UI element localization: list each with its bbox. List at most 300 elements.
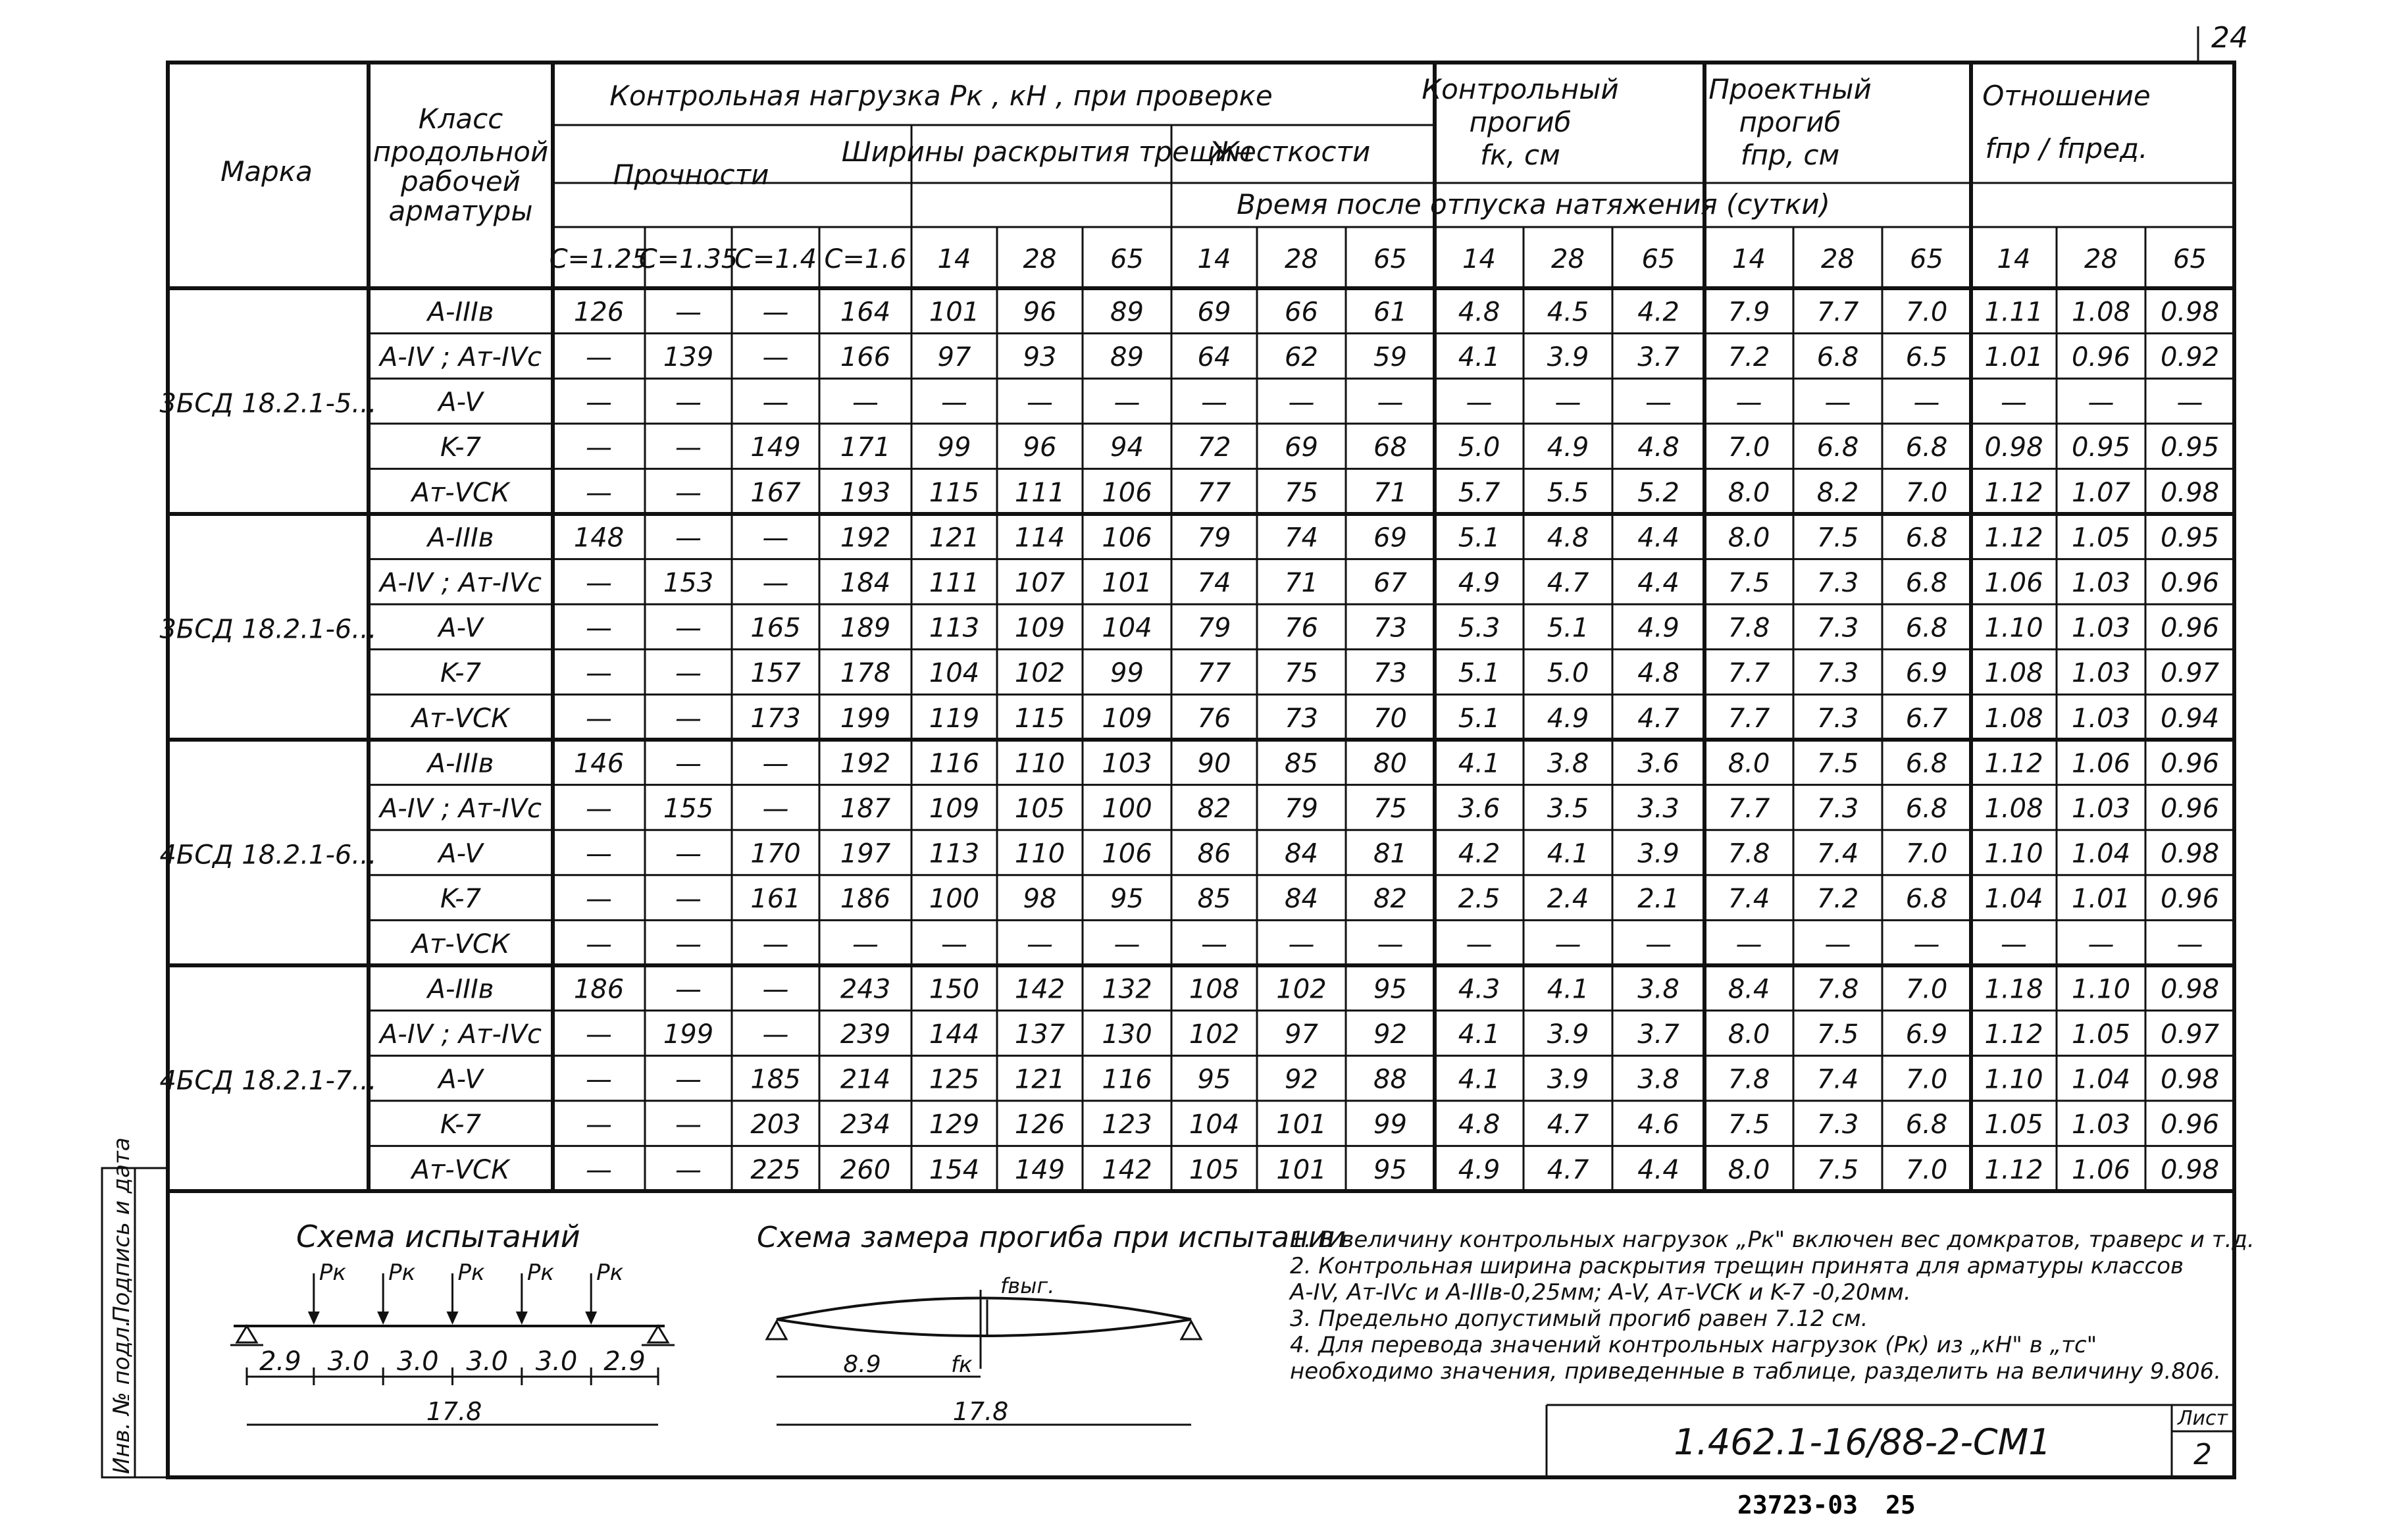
value-cell: 146 — [573, 748, 625, 779]
value-cell: — — [675, 1064, 702, 1095]
value-cell: 104 — [1189, 1109, 1240, 1140]
value-cell: — — [586, 1019, 612, 1050]
value-cell: 1.03 — [2071, 658, 2131, 689]
deflection-fk-label: fк — [951, 1352, 973, 1378]
value-cell: 0.98 — [1984, 432, 2043, 463]
value-cell: 0.98 — [2160, 838, 2220, 869]
value-cell: 5.2 — [1637, 477, 1679, 508]
note-line: необходимо значения, приведенные в таблице, разделить на величину 9.806. — [1290, 1358, 2222, 1385]
value-cell: 144 — [929, 1019, 980, 1050]
value-cell: — — [1466, 387, 1493, 418]
value-cell: 4.2 — [1458, 838, 1500, 869]
value-cell: 1.18 — [1984, 974, 2043, 1005]
value-cell: — — [762, 1019, 789, 1050]
sheet-number: 24 — [2211, 21, 2248, 55]
klass-label: Aт-VСК — [411, 703, 510, 734]
value-cell: — — [675, 523, 702, 553]
value-cell: 1.03 — [2071, 1109, 2131, 1140]
value-cell: 0.96 — [2071, 342, 2131, 372]
header-design-deflection-3: fпр, см — [1740, 139, 1840, 171]
value-cell: 126 — [1014, 1109, 1065, 1140]
subheader-cell: 65 — [1110, 244, 1144, 274]
value-cell: 6.8 — [1905, 432, 1948, 463]
value-cell: 6.5 — [1905, 342, 1948, 372]
value-cell: 102 — [1276, 974, 1327, 1005]
value-cell: 70 — [1373, 703, 1407, 734]
value-cell: — — [762, 974, 789, 1005]
value-cell: 8.2 — [1816, 477, 1859, 508]
value-cell: 76 — [1285, 613, 1318, 644]
value-cell: — — [762, 929, 789, 959]
value-cell: 85 — [1285, 748, 1318, 779]
value-cell: 4.7 — [1637, 703, 1679, 734]
value-cell: 164 — [840, 297, 891, 328]
header-crack-width: Ширины раскрытия трещин — [841, 136, 1252, 168]
value-cell: 1.10 — [1984, 838, 2043, 869]
value-cell: 0.95 — [2071, 432, 2131, 463]
value-cell: 116 — [1102, 1064, 1152, 1095]
value-cell: 129 — [929, 1109, 980, 1140]
value-cell: 109 — [929, 793, 980, 824]
subheader-cell: C=1.4 — [734, 244, 817, 274]
value-cell: — — [941, 387, 967, 418]
value-cell: 89 — [1110, 342, 1144, 372]
header-control-deflection-3: fк, см — [1480, 139, 1560, 171]
value-cell: 1.04 — [1984, 884, 2043, 915]
value-cell: 101 — [1276, 1154, 1327, 1185]
value-cell: 0.98 — [2160, 1064, 2220, 1095]
value-cell: 2.1 — [1637, 884, 1679, 915]
value-cell: 1.08 — [1984, 703, 2043, 734]
value-cell: — — [586, 929, 612, 959]
test-scheme-total: 17.8 — [426, 1397, 482, 1426]
value-cell: 5.0 — [1547, 658, 1589, 689]
value-cell: 1.04 — [2071, 1064, 2131, 1095]
value-cell: 8.0 — [1728, 477, 1770, 508]
value-cell: — — [1735, 387, 1762, 418]
value-cell: — — [586, 1064, 612, 1095]
value-cell: — — [1645, 929, 1672, 959]
subheader-cell: 28 — [1551, 244, 1585, 274]
value-cell: 4.4 — [1637, 567, 1679, 598]
title-block-code: 1.462.1-16/88-2-СМ1 — [1674, 1421, 2051, 1463]
header-klass-1: Класс — [418, 103, 503, 135]
value-cell: 7.5 — [1816, 1154, 1859, 1185]
value-cell: — — [1554, 929, 1581, 959]
title-block-list-label: Лист — [2177, 1407, 2228, 1430]
value-cell: 187 — [840, 793, 891, 824]
value-cell: — — [762, 342, 789, 372]
value-cell: 1.06 — [1984, 567, 2043, 598]
value-cell: 69 — [1197, 297, 1231, 328]
value-cell: — — [675, 1154, 702, 1185]
value-cell: 95 — [1197, 1064, 1231, 1095]
subheader-cell: C=1.25 — [549, 244, 649, 274]
value-cell: 186 — [840, 884, 891, 915]
value-cell: 106 — [1102, 477, 1152, 508]
value-cell: — — [675, 884, 702, 915]
value-cell: 6.8 — [1905, 613, 1948, 644]
deflection-total: 17.8 — [952, 1397, 1009, 1426]
value-cell: 7.3 — [1816, 613, 1859, 644]
value-cell: 166 — [840, 342, 891, 372]
value-cell: 157 — [750, 658, 801, 689]
value-cell: 8.0 — [1728, 1019, 1770, 1050]
note-line: A-IV, Aт-IVс и A-IIIв-0,25мм; A-V, Aт-VСК и K-7 -0,20мм. — [1290, 1279, 1911, 1306]
value-cell: 61 — [1373, 297, 1407, 328]
value-cell: — — [1201, 387, 1227, 418]
value-cell: 4.8 — [1547, 523, 1589, 553]
value-cell: 7.3 — [1816, 567, 1859, 598]
span-label: 3.0 — [535, 1346, 578, 1377]
value-cell: 8.4 — [1728, 974, 1770, 1005]
value-cell: 77 — [1197, 658, 1231, 689]
header-strength: Прочности — [613, 159, 769, 191]
load-label: Рк — [457, 1260, 485, 1286]
value-cell: 102 — [1014, 658, 1065, 689]
value-cell: 4.1 — [1458, 748, 1500, 779]
value-cell: 5.3 — [1458, 613, 1500, 644]
value-cell: 3.9 — [1637, 838, 1679, 869]
side-stamp-signature: Подпись и дата — [109, 1137, 135, 1323]
value-cell: 5.7 — [1458, 477, 1500, 508]
value-cell: — — [675, 929, 702, 959]
value-cell: 3.7 — [1637, 342, 1679, 372]
value-cell: 95 — [1373, 974, 1407, 1005]
value-cell: 114 — [1014, 523, 1065, 553]
value-cell: 260 — [840, 1154, 891, 1185]
value-cell: 75 — [1285, 477, 1318, 508]
klass-label: A-IIIв — [427, 523, 494, 553]
value-cell: — — [1377, 929, 1404, 959]
value-cell: 104 — [929, 658, 980, 689]
value-cell: 7.8 — [1728, 613, 1770, 644]
value-cell: 0.98 — [2160, 1154, 2220, 1185]
klass-label: A-V — [438, 387, 483, 418]
value-cell: 3.8 — [1637, 974, 1679, 1005]
value-cell: 7.5 — [1728, 567, 1770, 598]
value-cell: 7.0 — [1905, 974, 1948, 1005]
subheader-cell: 14 — [937, 244, 971, 274]
value-cell: 7.3 — [1816, 793, 1859, 824]
header-klass-3: рабочей — [401, 165, 521, 197]
value-cell: — — [852, 929, 879, 959]
value-cell: 88 — [1373, 1064, 1407, 1095]
header-ratio-1: Отношение — [1982, 80, 2151, 112]
value-cell: 101 — [929, 297, 980, 328]
value-cell: 7.2 — [1728, 342, 1770, 372]
value-cell: — — [586, 703, 612, 734]
value-cell: 82 — [1197, 793, 1231, 824]
value-cell: 148 — [573, 523, 625, 553]
value-cell: 95 — [1373, 1154, 1407, 1185]
span-label: 2.9 — [259, 1346, 301, 1377]
value-cell: 109 — [1014, 613, 1065, 644]
subheader-cell: 28 — [1821, 244, 1855, 274]
test-scheme-title: Схема испытаний — [296, 1219, 580, 1254]
value-cell: 100 — [1102, 793, 1152, 824]
value-cell: — — [1377, 387, 1404, 418]
value-cell: 4.8 — [1637, 432, 1679, 463]
value-cell: 99 — [937, 432, 971, 463]
value-cell: — — [1114, 929, 1140, 959]
load-label: Рк — [526, 1260, 554, 1286]
subheader-cell: 14 — [1732, 244, 1766, 274]
value-cell: 108 — [1189, 974, 1240, 1005]
value-cell: 5.1 — [1458, 703, 1500, 734]
value-cell: 7.8 — [1816, 974, 1859, 1005]
value-cell: 106 — [1102, 523, 1152, 553]
value-cell: 7.7 — [1728, 793, 1770, 824]
subheader-cell: 28 — [1285, 244, 1318, 274]
subheader-cell: 14 — [1997, 244, 2031, 274]
value-cell: 8.0 — [1728, 748, 1770, 779]
subheader-cell: 28 — [1023, 244, 1057, 274]
value-cell: 4.9 — [1547, 703, 1589, 734]
value-cell: — — [675, 838, 702, 869]
value-cell: 101 — [1276, 1109, 1327, 1140]
value-cell: — — [762, 567, 789, 598]
value-cell: 149 — [1014, 1154, 1065, 1185]
value-cell: 6.8 — [1905, 567, 1948, 598]
value-cell: 3.5 — [1547, 793, 1589, 824]
value-cell: 109 — [1102, 703, 1152, 734]
value-cell: 121 — [1014, 1064, 1065, 1095]
side-stamp-inv: Инв. № подл. — [109, 1319, 135, 1474]
value-cell: 0.95 — [2160, 523, 2220, 553]
deflection-half: 8.9 — [843, 1351, 881, 1378]
value-cell: — — [1913, 387, 1940, 418]
value-cell: 102 — [1189, 1019, 1240, 1050]
header-stiffness: Жесткости — [1209, 136, 1371, 168]
note-line: 1. В величину контрольных нагрузок „Рк" включен вес домкратов, траверс и т.д. — [1290, 1227, 2255, 1253]
value-cell: 79 — [1285, 793, 1318, 824]
value-cell: 184 — [840, 567, 891, 598]
header-marka: Марка — [220, 155, 313, 188]
header-control-deflection-2: прогиб — [1469, 106, 1572, 138]
value-cell: 59 — [1373, 342, 1407, 372]
value-cell: 1.06 — [2071, 748, 2131, 779]
value-cell: — — [1645, 387, 1672, 418]
value-cell: 137 — [1014, 1019, 1065, 1050]
value-cell: 69 — [1373, 523, 1407, 553]
value-cell: 6.9 — [1905, 658, 1948, 689]
value-cell: 4.9 — [1547, 432, 1589, 463]
value-cell: 3.6 — [1458, 793, 1500, 824]
value-cell: 113 — [929, 838, 980, 869]
value-cell: 79 — [1197, 523, 1231, 553]
value-cell: 2.4 — [1547, 884, 1589, 915]
value-cell: 7.8 — [1728, 1064, 1770, 1095]
value-cell: 186 — [573, 974, 625, 1005]
value-cell: 1.12 — [1984, 477, 2043, 508]
value-cell: 1.12 — [1984, 1019, 2043, 1050]
value-cell: 185 — [750, 1064, 801, 1095]
value-cell: 8.0 — [1728, 523, 1770, 553]
value-cell: 6.8 — [1905, 523, 1948, 553]
value-cell: 111 — [929, 567, 980, 598]
subheader-cell: C=1.6 — [824, 244, 907, 274]
span-label: 3.0 — [327, 1346, 370, 1377]
value-cell: 7.0 — [1905, 477, 1948, 508]
value-cell: 7.0 — [1905, 838, 1948, 869]
value-cell: 80 — [1373, 748, 1407, 779]
value-cell: — — [1735, 929, 1762, 959]
value-cell: — — [675, 658, 702, 689]
value-cell: 116 — [929, 748, 980, 779]
value-cell: 193 — [840, 477, 891, 508]
subheader-cell: 14 — [1462, 244, 1496, 274]
value-cell: 0.98 — [2160, 297, 2220, 328]
value-cell: — — [2176, 929, 2203, 959]
value-cell: 243 — [840, 974, 891, 1005]
value-cell: 7.0 — [1728, 432, 1770, 463]
value-cell: 197 — [840, 838, 891, 869]
value-cell: 7.3 — [1816, 658, 1859, 689]
value-cell: 7.0 — [1905, 1154, 1948, 1185]
klass-label: K-7 — [440, 432, 482, 463]
value-cell: 73 — [1373, 613, 1407, 644]
value-cell: 0.96 — [2160, 748, 2220, 779]
value-cell: 142 — [1102, 1154, 1152, 1185]
value-cell: 178 — [840, 658, 891, 689]
value-cell: — — [1554, 387, 1581, 418]
value-cell: 142 — [1014, 974, 1065, 1005]
value-cell: 4.8 — [1637, 658, 1679, 689]
value-cell: 97 — [1285, 1019, 1318, 1050]
klass-label: K-7 — [440, 1109, 482, 1140]
header-design-deflection-1: Проектный — [1708, 73, 1872, 105]
value-cell: 1.10 — [1984, 1064, 2043, 1095]
value-cell: — — [2176, 387, 2203, 418]
value-cell: 74 — [1285, 523, 1318, 553]
value-cell: 4.2 — [1637, 297, 1679, 328]
value-cell: 76 — [1197, 703, 1231, 734]
klass-label: A-IV ; Aт-IVс — [379, 567, 542, 598]
klass-label: A-IIIв — [427, 297, 494, 328]
value-cell: 81 — [1373, 838, 1407, 869]
value-cell: 0.96 — [2160, 1109, 2220, 1140]
value-cell: 64 — [1197, 342, 1231, 372]
value-cell: 1.06 — [2071, 1154, 2131, 1185]
value-cell: 89 — [1110, 297, 1144, 328]
value-cell: 115 — [929, 477, 980, 508]
klass-label: K-7 — [440, 658, 482, 689]
value-cell: — — [2088, 929, 2114, 959]
value-cell: 1.05 — [2071, 1019, 2131, 1050]
value-cell: 0.98 — [2160, 974, 2220, 1005]
value-cell: 4.7 — [1547, 567, 1589, 598]
value-cell: 3.8 — [1637, 1064, 1679, 1095]
value-cell: 153 — [663, 567, 714, 598]
value-cell: 6.8 — [1905, 1109, 1948, 1140]
value-cell: 71 — [1285, 567, 1318, 598]
value-cell: — — [675, 297, 702, 328]
value-cell: 104 — [1102, 613, 1152, 644]
value-cell: 4.8 — [1458, 1109, 1500, 1140]
value-cell: 167 — [750, 477, 801, 508]
value-cell: — — [586, 658, 612, 689]
klass-label: Aт-VСК — [411, 477, 510, 508]
subheader-cell: 65 — [1641, 244, 1676, 274]
value-cell: 4.1 — [1458, 1064, 1500, 1095]
value-cell: 4.8 — [1458, 297, 1500, 328]
value-cell: 99 — [1110, 658, 1144, 689]
side-stamp — [102, 1137, 168, 1477]
span-label: 3.0 — [397, 1346, 439, 1377]
value-cell: 71 — [1373, 477, 1407, 508]
value-cell: 7.3 — [1816, 1109, 1859, 1140]
value-cell: 7.4 — [1728, 884, 1770, 915]
value-cell: 85 — [1197, 884, 1231, 915]
value-cell: — — [762, 387, 789, 418]
value-cell: 192 — [840, 523, 891, 553]
value-cell: — — [586, 793, 612, 824]
deflection-scheme-diagram — [767, 1273, 1201, 1426]
load-label: Рк — [388, 1260, 416, 1286]
value-cell: — — [586, 342, 612, 372]
value-cell: 2.5 — [1458, 884, 1500, 915]
title-block-list-number: 2 — [2193, 1438, 2212, 1471]
note-line: 2. Контрольная ширина раскрытия трещин принята для арматуры классов — [1290, 1253, 2184, 1279]
value-cell: 103 — [1102, 748, 1152, 779]
value-cell: — — [1288, 929, 1315, 959]
value-cell: 110 — [1014, 838, 1065, 869]
note-line: 3. Предельно допустимый прогиб равен 7.12 см. — [1290, 1306, 1868, 1332]
value-cell: 132 — [1102, 974, 1152, 1005]
value-cell: 7.4 — [1816, 1064, 1859, 1095]
value-cell: 96 — [1023, 432, 1057, 463]
value-cell: 7.7 — [1728, 703, 1770, 734]
footer-page: 25 — [1885, 1491, 1916, 1519]
value-cell: 203 — [750, 1109, 801, 1140]
value-cell: — — [1027, 929, 1053, 959]
value-cell: 105 — [1189, 1154, 1240, 1185]
klass-label: Aт-VСК — [411, 1154, 510, 1185]
header-control-load: Контрольная нагрузка Рк , кН , при проверке — [609, 80, 1273, 112]
value-cell: 7.7 — [1816, 297, 1859, 328]
value-cell: 75 — [1285, 658, 1318, 689]
klass-label: A-IV ; Aт-IVс — [379, 342, 542, 372]
value-cell: 7.2 — [1816, 884, 1859, 915]
value-cell: 119 — [929, 703, 980, 734]
test-scheme-diagram — [230, 1260, 675, 1426]
value-cell: 110 — [1014, 748, 1065, 779]
value-cell: 3.9 — [1547, 1064, 1589, 1095]
value-cell: 4.9 — [1637, 613, 1679, 644]
value-cell: 1.08 — [1984, 793, 2043, 824]
value-cell: 1.08 — [2071, 297, 2131, 328]
value-cell: 121 — [929, 523, 980, 553]
marka-label: 4БСД 18.2.1-6... — [159, 840, 377, 871]
header-time-after: Время после отпуска натяжения (сутки) — [1237, 188, 1830, 220]
klass-label: A-IIIв — [427, 974, 494, 1005]
value-cell: 4.7 — [1547, 1154, 1589, 1185]
value-cell: — — [941, 929, 967, 959]
klass-label: A-V — [438, 613, 483, 644]
value-cell: 73 — [1285, 703, 1318, 734]
value-cell: 73 — [1373, 658, 1407, 689]
value-cell: 171 — [840, 432, 891, 463]
header-klass-2: продольной — [372, 136, 549, 168]
value-cell: 3.8 — [1547, 748, 1589, 779]
value-cell: 125 — [929, 1064, 980, 1095]
value-cell: 105 — [1014, 793, 1065, 824]
value-cell: — — [586, 387, 612, 418]
value-cell: 130 — [1102, 1019, 1152, 1050]
value-cell: 5.0 — [1458, 432, 1500, 463]
value-cell: 0.96 — [2160, 567, 2220, 598]
